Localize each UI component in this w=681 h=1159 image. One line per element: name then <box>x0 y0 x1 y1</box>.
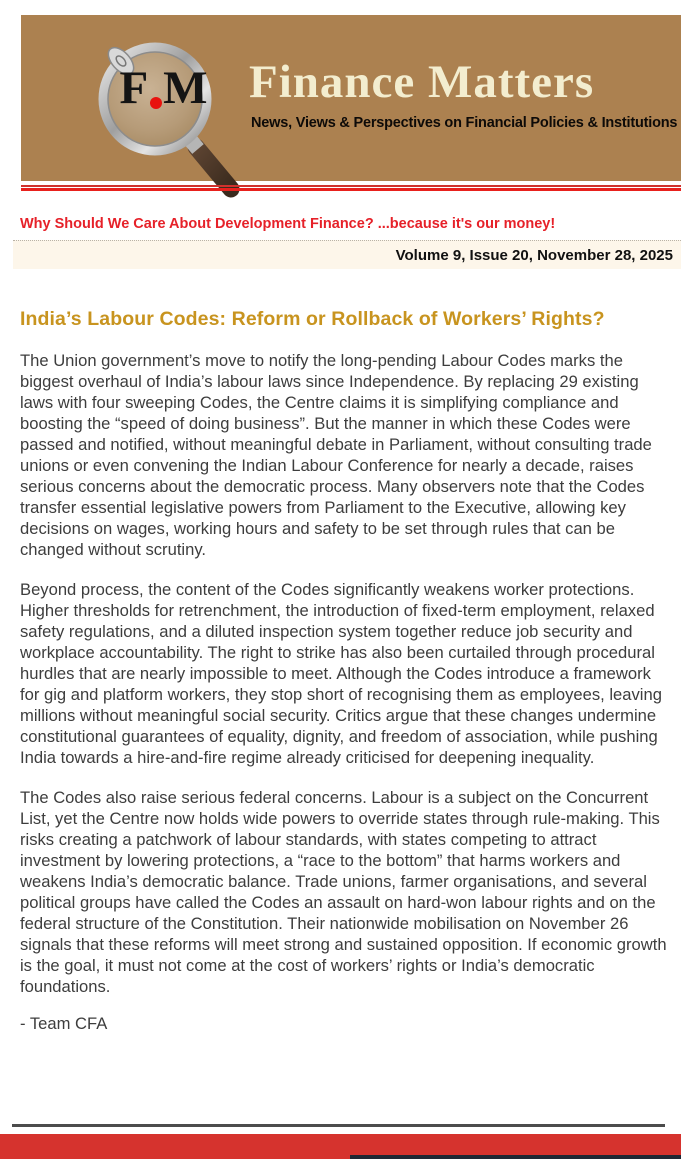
footer-divider <box>12 1124 665 1127</box>
article-signature: - Team CFA <box>20 1014 108 1033</box>
article-paragraph: The Codes also raise serious federal concerns. Labour is a subject on the Concurrent List, yet the Centre now holds wide powers to override states through rule-making. This risks creating a patchwork of labour standards, with states competing to attract investment by lowering protections, a “race to the bottom” that harms workers and weakens India’s democratic balance. Trade unions, farmer organisations, and several political groups have called the Codes an assault on hard-won labour rights and on the federal structure of the Constitution. Their nationwide mobilisation on November 26 signals that these reforms will meet strong and sustained opposition. If economic growth is the goal, it must not come at the cost of workers’ rights or India’s democratic foundations. <box>20 788 667 996</box>
article <box>20 308 668 1034</box>
magnifier-logo <box>91 29 261 199</box>
masthead-divider <box>21 183 681 191</box>
divider-line-bottom <box>21 188 681 191</box>
footer-dark-strip <box>350 1155 681 1159</box>
issue-info: Volume 9, Issue 20, November 28, 2025 <box>395 246 673 264</box>
article-paragraph: The Union government’s move to notify the long-pending Labour Codes marks the biggest overhaul of India’s labour laws since Independence. By replacing 29 existing laws with four sweeping Codes, the Centre claims it is simplifying compliance and boosting the “speed of doing business”. But the manner in which these Codes were passed and notified, without meaningful debate in Parliament, without consulting trade unions or even convening the Indian Labour Conference for nearly a decade, raises serious concerns about the democratic process. Many observers note that the Codes transfer essential legislative powers from Parliament to the Executive, allowing key decisions on wages, working hours and safety to be set through rules that can be changed without scrutiny. <box>20 351 652 559</box>
logo-red-dot <box>150 97 162 109</box>
logo-letter-f: F <box>119 62 150 114</box>
logo-monogram <box>105 61 223 115</box>
masthead-banner <box>21 15 681 181</box>
issue-bar <box>13 240 681 269</box>
article-title: India’s Labour Codes: Reform or Rollback of Workers’ Rights? <box>20 308 605 330</box>
logo-letter-m: M <box>163 62 209 114</box>
article-paragraph: Beyond process, the content of the Codes significantly weakens worker protections. Higher thresholds for retrenchment, the introduction of fixed-term employment, relaxed safety regulations, and a diluted inspection system together reduce job security and workplace accountability. The right to strike has also been curtailed through procedural hurdles that are nearly impossible to meet. Although the Codes introduce a framework for gig and platform workers, they stop short of recognising them as employees, leaving millions without meaningful social security. Critics argue that these changes undermine constitutional guarantees of equality, dignity, and freedom of association, while pushing India towards a hire-and-fire regime already criticised for deepening inequality. <box>20 580 662 767</box>
masthead-subtitle: News, Views & Perspectives on Financial Policies & Institutions <box>251 115 678 131</box>
tagline: Why Should We Care About Development Finance? ...because it's our money! <box>20 216 556 232</box>
footer-red-bar <box>0 1134 681 1159</box>
divider-line-top <box>21 185 681 187</box>
masthead-title: Finance Matters <box>249 56 595 108</box>
